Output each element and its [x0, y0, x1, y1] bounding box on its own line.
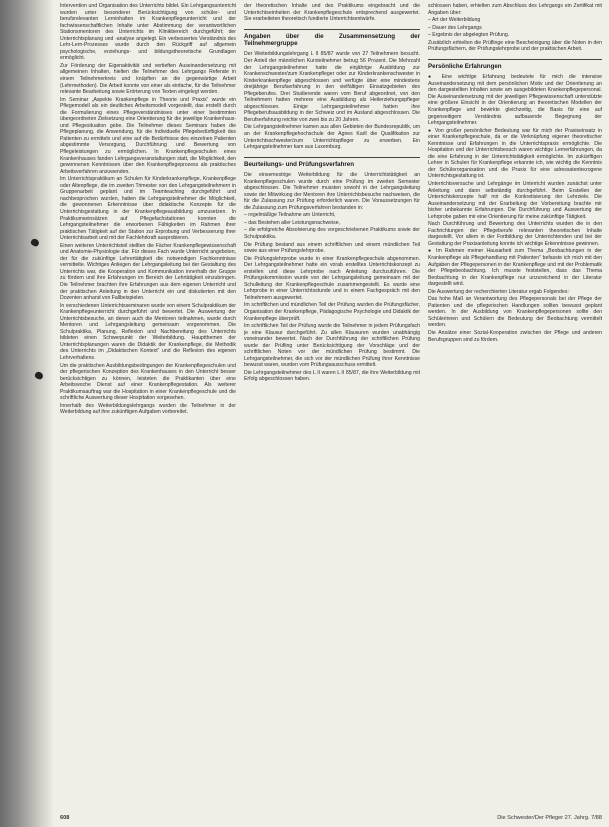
- section-heading: Angaben über die Zusammensetzung der Teilnehmergruppe: [244, 32, 420, 48]
- paragraph: ● Von großer persönlicher Bedeutung war für mich der Praxiseinsatz in einer Krankenpflegeschule, da er die Verknüpfung eigener theoretischer Kenntnisse und Erfahrungen in die Unterrichtspraxis ermöglichte. Die Hospitation und der Unterrichtsbesuch waren wichtige Lernerfahrungen, da die eine Erfahrung in der Unterrichtstätigkeit ermöglichte. Im zukünftigen Lehrer in Schulen für Krankenpflege erkannte ich, wie wichtig die Kenntnis der Schülerorganisation und die Praxis für eine adressatenbezogene Unterrichtsgestaltung ist.: [428, 127, 602, 180]
- paragraph: Intervention und Organisation des Unterrichts bildet. Ein Lehrgangsunterricht wurden unter besonderer Berücksichtigung von schüler- und berufsrelevanten Lerninhalten im Krankenpflegeunterricht und der fachwissenschaftlichen Inhalte unter Abstimmung der verantwortlichen Stationsmentoren des Unterrichts im Klinikbereich durchgeführt; der Unterrichtsplanung und -analyse angelegt. Ein verbessertes Verständnis des Lehr-Lern-Prozesses wurde durch den Rückgriff auf allgemein psychologische, erziehungs- und bildungstheoretische Grundlagen ermöglicht.: [60, 3, 236, 62]
- paragraph: Die Ansätze einer Sozial-Kooperation zwischen der Pflege und anderen Berufsgruppen sind zu fördern.: [428, 330, 602, 343]
- paragraph: Einen weiteren Unterrichtsteil stellten die Fächer Krankenpflegewissenschaft und Anatomie-Physiologie dar. Für dieses Fach wurde Unterricht angeboten, der für die zukünftige Lehrertätigkeit die notwendigen Fachkenntnisse vermittelte. Wichtiges Anliegen der Lehrgangsleitung bei der Gestaltung des Unterrichts war, die Kooperation und Kommunikation innerhalb der Gruppe zu fördern und ihre Erfahrungen im Bereich der Lehrtätigkeit einzubringen. Die Teilnehmer brachten ihre Erfahrungen aus dem eigenen Unterricht und der praktischen Anleitung in den Unterricht ein und diskutierten mit den Dozenten anhand von Fallbeispielen.: [60, 242, 236, 302]
- paragraph: Im schriftlichen Teil der Prüfung wurde die Teilnehmer in jedem Prüfungsfach je eine Klausur durchgeführt. Zu allen Klausuren wurden unabhängig voneinander bewertet. Nach der Durchführung der schriftlichen Prüfung wurde der Prüfling unter Berücksichtigung der Vorschläge und der schriftlichen Noten vor der mündlichen Prüfung bestimmt. Die Lehrgangsteilnehmer, die sich vor der mündlichen Prüfung ihrer Kenntnisse bewusst waren, wurden vom Prüfungsausschuss ermittelt.: [244, 323, 420, 369]
- list-item: – Dauer des Lehrgangs: [428, 24, 482, 31]
- paragraph: der theoretischen Inhalte und des Praktikums eingebracht und die Unterrichtseinheiten der Krankenpflegeschule entsprechend ausgewertet. Sie erarbeiteten theoretisch fundierte Unterrichtsentwürfe.: [244, 3, 420, 23]
- paragraph: Innerhalb des Weiterbildungslehrgangs wurden die Teilnehmer in der Weiterbildung auf ihre zukünftigen Aufgaben vorbereitet.: [60, 402, 236, 416]
- paragraph: Die Lehrgangsteilnehmer des L II waren L II 85/87, die ihre Weiterbildung mit Erfolg abgeschlossen haben.: [244, 369, 420, 383]
- paragraph: Um die praktischen Ausbildungsbedingungen der Krankenpflegeschulen und der pflegerischen Konzeption des Krankenhauses in den Unterricht besser berücksichtigen zu können, leisteten die Praktikanten über eine Arbeitswoche Dienst auf einer Krankenpflegestation. Als weiterer Praktikumsauftrag war die Hospitation in einer Krankenpflegeschule und die schriftliche Auswertung dieser Hospitation vorgesehen.: [60, 362, 236, 402]
- paragraph: Das hohe Maß an Verantwortung des Pflegepersonals bei der Pflege der Patienten und die pflegerischen Handlungen sollten bewusst geplant werden. In der Ausbildung von Krankenpflegepersonen sollte den Schülerinnen und Schülern die Bedeutung der Beobachtung vermittelt werden.: [428, 296, 602, 329]
- page-footer: [60, 815, 602, 824]
- paragraph: Die Auswertung der recherchierten Literatur ergab Folgendes:: [428, 288, 569, 295]
- list-item: – die erfolgreiche Absolvierung des vorgeschriebenen Praktikums sowie der Schulpraktika.: [244, 227, 420, 240]
- paragraph: Unterrichtsversuche und Lehrgänge im Unterricht wurden zunächst unter Anleitung und dann selbständig durchgeführt. Beim Erstellen der Unterrichtskonzepte half mir die Konkretisierung der Lehrziele. Die Auseinandersetzung mit der Erarbeitung der Vorbereitung brachte mir bisher unbekannte Erfahrungen. Die Durchführung und Auswertung der Lehrprobe gaben mir eine Orientierung für meine zukünftige Tätigkeit.: [428, 180, 602, 220]
- list-item: – Ergebnis der abgelegten Prüfung.: [428, 32, 510, 39]
- paragraph: Die einsemestrige Weiterbildung für die Unterrichtstätigkeit an Krankenpflegeschulen wurde durch eine Prüfung im zweiten Semester abgeschlossen. Die Teilnehmer mussten sowohl in der Lehrgangsleitung sowie der Mitwirkung der Mentoren ihre Unterrichtsbesuche nachweisen, die für die Zulassung zur Prüfung erforderlich waren. Die Voraussetzungen für die Zulassung zum Prüfungsverfahren bestanden in:: [244, 172, 420, 211]
- list-item: – regelmäßige Teilnahme am Unterricht,: [244, 212, 336, 219]
- paragraph: Im Unterrichtspraktikum an Schulen für Kinderkrankenpflege, Krankenpflege oder Altenpflege, die im zweiten Trimester von den Lehrgangsteilnehmern in Gruppenarbeit geplant und im Teamteaching durchgeführt und nachbesprochen wurden, hatten die Lehrgangsteilnehmer die Möglichkeit, die gewonnenen Erkenntnisse über didaktische Konzepte für die Unterrichtsgestaltung in der Krankenpflegeausbildung umzusetzen. In Praktikumseinsätzen auf Pflegefachstationen konnten die Lehrgangsteilnehmer die erworbenen Fähigkeiten im Rahmen ihrer praktischen Tätigkeit auf der Station zur Erprobung und Verbesserung ihrer Unterrichtsarbeit und mit der Fachlehrkraft ausprobieren.: [60, 176, 236, 242]
- paragraph: Die Prüfung bestand aus einem schriftlichen und einem mündlichen Teil sowie aus einer Prüfungslehrprobe.: [244, 241, 420, 255]
- paragraph: ● Eine wichtige Erfahrung bedeutete für mich die intensive Auseinandersetzung mit dem persönlichen Motiv und der Orientierung an den dargestellten Inhalten sowie am ausgebildeten Krankenpflegepersonal. Die Auseinandersetzung mit der jeweiligen Pflegewissenschaft unterstützte eine größere Einsicht in der Orientierung an theoretischen Modellen der Krankenpflege und bewirkte gleichzeitig, die Basis für eine auf gegenseitigem Verständnis aufbauende Begegnung der Lehrgangsteilnehmer.: [428, 74, 602, 127]
- paragraph: Der Weiterbildungslehrgang L II 85/87 wurde von 27 Teilnehmern besucht. Der Anteil der männlichen Kursteilnehmer betrug 56 Prozent. Die Mehrzahl der Lehrgangsteilnehmer hatte die einjährige Ausbildung zur Krankenschwester/zum Krankenpfleger oder zur Kinderkrankenschwester in Kinderkrankenpflege abgeschlossen und verfügte über eine mindestens dreijährige Berufserfahrung in den vielfältigen Einsatzgebieten des Pflegeberufes. Drei Studierende waren vom Beruf abgeordnet, von den Teilnehmern hatten mehrere eine Ausbildung als Heilerziehungspfleger abgeschlossen. Einige Lehrgangsteilnehmer hatten ihre Pflegeberufsausbildung in der Schweiz und im Ausland abgeschlossen. Die Berufserfahrung reichte von zwei bis zu 20 Jahren.: [244, 51, 420, 123]
- list-item: – Art der Weiterbildung: [428, 17, 481, 24]
- section-divider: [428, 59, 602, 60]
- paragraph: Im Seminar „Aspekte Krankenpflege in Theorie und Praxis“ wurde ein Pflegemodell als ein deutliches Arbeitsmodell vorgestellt, das erstellt durch die Formulierung eines Pflegeverständnisses unter einer bestimmten übergeordneten Zielsetzung eine Orientierung für die jeweilige Krankenhaus- und Pflegesituation gebe. Die Teilnehmer dieses Seminars haben die Pflegeplanung, die Anwendung, für die Individuelle Pflegebedürftigkeit des Patienten zu ermitteln und eine auf die Bedürfnisse des einzelnen Patienten abgestimmte Versorgung, Durchführung und Bewertung von Pflegeleistungen zu ermöglichen. In Krankenpflegeschulen eines Krankenhauses fanden Lehrgangsveranstaltungen statt, die Möglichkeit, den gewonnenen Kenntnissen über den Krankenpflegeprozess als praktisches Arbeitsverfahren anzuwenden.: [60, 96, 236, 175]
- paragraph: Die Prüfungslehrprobe wurde in einer Krankenpflegeschule abgenommen. Der Lehrgangsteilnehmer hatte ein vorab erstelltes Unterrichtskonzept zu erstellen und diese Lehrprobe nach Anleitung durchzuführen. Die Prüfungskommission wurde von der Lehrgangsleitung gemeinsam mit der Schulleitung der Krankenpflegeschule zusammengestellt. Es wurde eine Lehrprobe in einer Unterrichtsstunde und in einem Fachgespräch mit den Teilnehmern ausgewertet.: [244, 255, 420, 301]
- paragraph: In verschiedenen Unterrichtsseminaren wurde von einem Schulpraktikum der Krankenpflegeunterricht durchgeführt und bewertet. Die Auswertung der Unterrichtsbesuche, an denen auch die Mentoren teilnahmen, wurde durch Mentoren und Lehrgangsleitung gemeinsam vorgenommen. Die Schulpraktika, Planung, Reflexion und Nachbereitung des Unterrichts bildeten einen Schwerpunkt der Weiterbildung. Hauptthemen der Unterrichtsplanungen waren die Didaktik der Krankenpflege, die Methodik des Unterrichts im „Didaktischen Kontext“ und die Reflexion des eigenen Lehrverhaltens.: [60, 302, 236, 361]
- text-column-middle: [244, 3, 420, 793]
- journal-citation: Die Schwester/Der Pfleger 27. Jahrg. 7/88: [497, 815, 602, 821]
- section-heading: Persönliche Erfahrungen: [428, 62, 502, 70]
- paragraph: Zusätzlich erhielten die Prüflinge eine Bescheinigung über die Noten in den Prüfungsfächern, der Prüfungslehrprobe und der praktischen Arbeit.: [428, 39, 602, 53]
- paragraph: Im schriftlichen und mündlichen Teil der Prüfung wurden die Prüfungsfächer, Organisation der Krankenpflege, Pädagogische Psychologie und Didaktik der Krankenpflege überprüft.: [244, 302, 420, 322]
- paragraph: Nach Durchführung und Bewertung des Unterrichts wurden die in den Fachrichtungen der Pflegeberufe relevanten theoretischen Inhalte dargestellt. Vor allem in der Fortbildung der Unterrichtenden und bei der Gestaltung der Praxisanleitung konnte ich wichtige Erkenntnisse gewinnen.: [428, 221, 602, 247]
- section-heading: Beurteilungs- und Prüfungsverfahren: [244, 160, 355, 168]
- paragraph: Die Lehrgangsteilnehmer kamen aus allen Gebieten der Bundesrepublik, um an der Krankenpflegehochschule der Agnes Karll die Qualifikation zur Unterrichtsschwester/zum Unterrichtspfleger zu erwerben. Ein Lehrgangsteilnehmer kam aus Luxemburg.: [244, 124, 420, 151]
- section-divider: [244, 157, 420, 158]
- list-item: – das Bestehen aller Leistungsnachweise,: [244, 219, 341, 226]
- text-column-right: [428, 3, 602, 793]
- paragraph: Zur Förderung der Eigenaktivität und vertieften Auseinandersetzung mit allgemeinen Inhalten, hielten die Teilnehmer des Lehrgangs Referate in einem Teilnehmerkreis und knüpften an die gegenwärtige Arbeit (Lehrmethoden). Die Arbeit konnte von einer als einfache, für die Teilnehmer relevante Bearbeitung sowie Erörterung von Texten eingelegt werden.: [60, 62, 236, 96]
- binding-shadow: [0, 0, 54, 827]
- paragraph: ● Im Rahmen meiner Hausarbeit zum Thema „Beobachtungen in der Krankenpflege als Pflegehandlung mit Patienten“ befasste ich mich mit den Aufgaben der Pflegepersonen in der Krankenpflege und mit der Problematik der Pflegebeobachtung. Ich musste feststellen, dass das Thema Beobachtung in der Krankenpflege nur unzureichend in der Literatur dargestellt wird.: [428, 248, 602, 288]
- text-column-left: [60, 3, 236, 793]
- page-number: 608: [60, 815, 70, 821]
- section-divider: [244, 29, 420, 30]
- paragraph: schlossen haben, erhielten zum Abschluss des Lehrgangs ein Zertifikat mit Angaben über:: [428, 3, 602, 16]
